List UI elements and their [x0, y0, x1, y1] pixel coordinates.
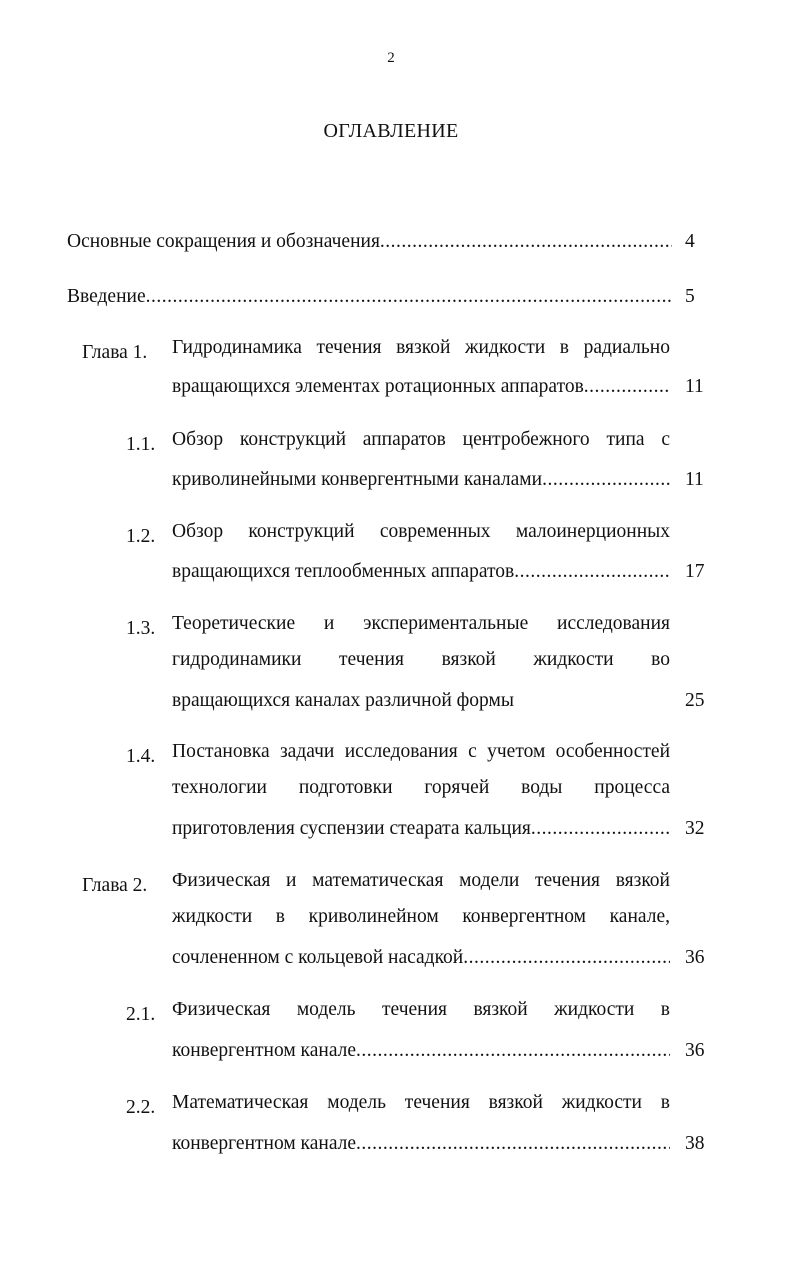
toc-page-number: 5 — [685, 286, 695, 307]
toc-entry-line: Обзор конструкций современных малоинерционных — [172, 521, 670, 542]
leader-dots — [514, 561, 670, 583]
toc-title: ОГЛАВЛЕНИЕ — [323, 120, 459, 142]
toc-entry-text: сочлененном с кольцевой насадкой — [172, 947, 464, 968]
toc-entry-introduction — [67, 272, 672, 308]
toc-page-number: 32 — [685, 818, 705, 839]
toc-entry-line: Гидродинамика течения вязкой жидкости в радиально — [172, 337, 670, 358]
toc-entry-last-line — [172, 1119, 670, 1155]
toc-entry-label: 1.1. — [126, 434, 156, 455]
toc-entry-line: Математическая модель течения вязкой жидкости в — [172, 1092, 670, 1113]
toc-entry-line: Физическая и математическая модели течения вязкой — [172, 870, 670, 891]
leader-dots — [380, 231, 672, 253]
toc-entry-label: 2.1. — [126, 1004, 156, 1025]
toc-entry-last-line: вращающихся каналах различной формы — [172, 690, 514, 711]
toc-page-number: 11 — [685, 376, 704, 397]
toc-entry-line: Теоретические и экспериментальные исследования — [172, 613, 670, 634]
toc-entry-text: приготовления суспензии стеарата кальция — [172, 818, 531, 839]
toc-entry-label: 2.2. — [126, 1097, 156, 1118]
toc-entry-text: вращающихся теплообменных аппаратов — [172, 561, 515, 582]
leader-dots — [356, 1040, 670, 1062]
toc-entry-last-line — [172, 933, 670, 969]
toc-entry-text: Основные сокращения и обозначения — [67, 231, 380, 252]
leader-dots — [356, 1133, 670, 1155]
toc-page-number: 4 — [685, 231, 695, 252]
toc-entry-label: 1.3. — [126, 618, 156, 639]
toc-entry-line: Обзор конструкций аппаратов центробежного типа с — [172, 429, 670, 450]
toc-entry-text: криволинейными конвергентными каналами — [172, 469, 543, 490]
toc-entry-last-line — [172, 455, 670, 491]
toc-page-number: 38 — [685, 1133, 705, 1154]
leader-dots — [542, 469, 670, 491]
toc-entry-line: жидкости в криволинейном конвергентном канале, — [172, 906, 670, 927]
toc-entry-last-line — [172, 1026, 670, 1062]
leader-dots — [463, 947, 670, 969]
toc-entry-line: технологии подготовки горячей воды процесса — [172, 777, 670, 798]
toc-entry-last-line — [172, 804, 670, 840]
toc-page-number: 17 — [685, 561, 705, 582]
toc-entry-label: Глава 1. — [82, 342, 148, 363]
toc-entry-label: 1.4. — [126, 746, 156, 767]
toc-entry-text: вращающихся элементах ротационных аппаратов — [172, 376, 584, 397]
toc-entry-last-line — [172, 547, 670, 583]
toc-entry-label: 1.2. — [126, 526, 156, 547]
leader-dots — [584, 376, 670, 398]
toc-page-number: 11 — [685, 469, 704, 490]
toc-entry-last-line — [172, 362, 670, 398]
toc-entry-abbreviations — [67, 217, 672, 253]
toc-entry-line: Постановка задачи исследования с учетом особенностей — [172, 741, 670, 762]
toc-entry-label: Глава 2. — [82, 875, 148, 896]
page-number: 2 — [387, 50, 395, 66]
toc-page-number: 36 — [685, 1040, 705, 1061]
leader-dots — [146, 286, 672, 308]
toc-entry-line: Физическая модель течения вязкой жидкости в — [172, 999, 670, 1020]
toc-entry-text: конвергентном канале — [172, 1040, 357, 1061]
toc-entry-line: гидродинамики течения вязкой жидкости во — [172, 649, 670, 670]
toc-page-number: 25 — [685, 690, 705, 711]
leader-dots — [531, 818, 670, 840]
toc-entry-text: конвергентном канале — [172, 1133, 357, 1154]
toc-page-number: 36 — [685, 947, 705, 968]
toc-entry-text: Введение — [67, 286, 146, 307]
